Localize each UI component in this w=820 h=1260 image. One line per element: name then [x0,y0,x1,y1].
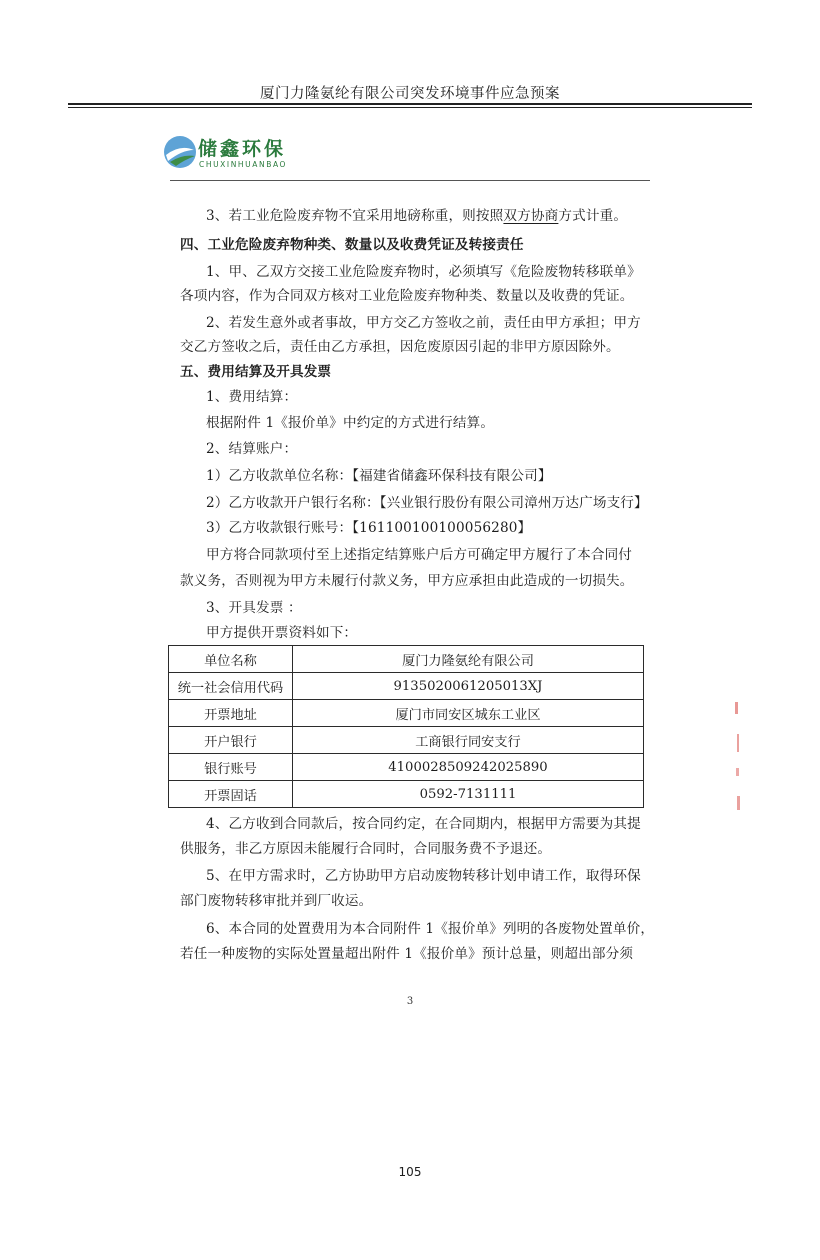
table-value: 0592-7131111 [293,781,644,808]
clause-5-5-line-2: 部门废物转移审批并到厂收运。 [180,893,373,909]
clause-5-4-line-2: 供服务，非乙方原因未能履行合同时，合同服务费不予退还。 [180,841,552,857]
table-row [169,673,644,700]
document-header-title: 厦门力隆氨纶有限公司突发环境事件应急预案 [260,86,560,102]
clause-3-text-b: 方式计重。 [558,208,628,224]
logo-subtitle: CHUXINHUANBAO [199,160,288,169]
account-bank-name: 2）乙方收款开户银行名称：【兴业银行股份有限公司漳州万达广场支行】 [206,495,648,511]
clause-5-5-line-1: 5、在甲方需求时，乙方协助甲方启动废物转移计划申请工作，取得环保 [206,868,641,884]
payment-clause-line-2: 款义务，否则视为甲方未履行付款义务，甲方应承担由此造成的一切损失。 [180,573,634,589]
clause-5-3: 3、开具发票 ： [206,600,302,616]
clause-4-2-line-1: 2、若发生意外或者事故，甲方交乙方签收之前，责任由甲方承担；甲方 [206,315,641,331]
table-key: 开票固话 [169,781,293,808]
clause-4-1-line-2: 各项内容，作为合同双方核对工业危险废弃物种类、数量以及收费的凭证。 [180,288,634,304]
table-key: 银行账号 [169,754,293,781]
clause-3-weighing [206,204,627,224]
clause-5-6-line-2: 若任一种废物的实际处置量超出附件 1《报价单》预计总量，则超出部分须 [180,946,634,962]
invoice-info-table [168,645,644,808]
table-value: 厦门力隆氨纶有限公司 [293,646,644,673]
table-row [169,727,644,754]
clause-5-2: 2、结算账户： [206,441,298,457]
table-value: 工商银行同安支行 [293,727,644,754]
clause-5-1-text: 根据附件 1《报价单》中约定的方式进行结算。 [206,415,495,431]
clause-5-1: 1、费用结算： [206,389,298,405]
footer-page-number: 105 [398,1165,422,1179]
clause-5-6-line-1: 6、本合同的处置费用为本合同附件 1《报价单》列明的各废物处置单价， [206,921,655,937]
logo-name: 储鑫环保 [198,138,287,160]
section-4-heading: 四、工业危险废弃物种类、数量以及收费凭证及转接责任 [180,237,524,253]
clause-4-2-line-2: 交乙方签收之后，责任由乙方承担，因危废原因引起的非甲方原因除外。 [180,339,620,355]
header-rule [68,103,752,105]
section-5-heading: 五、费用结算及开具发票 [180,364,332,380]
account-number: 3）乙方收款银行账号：【161100100100056280】 [206,520,532,536]
table-key: 开票地址 [169,700,293,727]
table-value: 9135020061205013XJ [293,673,644,700]
table-row [169,646,644,673]
table-row [169,754,644,781]
page-number: 3 [406,996,414,1007]
clause-3-text-a: 3、若工业危险废弃物不宜采用地磅称重，则按照 [206,208,504,224]
table-row [169,700,644,727]
table-value: 厦门市同安区城东工业区 [293,700,644,727]
clause-5-4-line-1: 4、乙方收到合同款后，按合同约定，在合同期内，根据甲方需要为其提 [206,816,641,832]
table-key: 单位名称 [169,646,293,673]
table-row [169,781,644,808]
header-rule-thin [68,107,752,108]
table-value: 4100028509242025890 [293,754,644,781]
logo-divider [170,180,650,181]
clause-4-1-line-1: 1、甲、乙双方交接工业危险废弃物时，必须填写《危险废物转移联单》 [206,264,641,280]
clause-3-underlined: 双方协商 [503,208,559,224]
seal-edge-marks [732,700,746,820]
clause-5-3-text: 甲方提供开票资料如下： [206,625,358,641]
payment-clause-line-1: 甲方将合同款项付至上述指定结算账户后方可确定甲方履行了本合同付 [206,547,633,563]
table-key: 统一社会信用代码 [169,673,293,700]
table-key: 开户银行 [169,727,293,754]
account-payee-name: 1）乙方收款单位名称：【福建省储鑫环保科技有限公司】 [206,468,552,484]
